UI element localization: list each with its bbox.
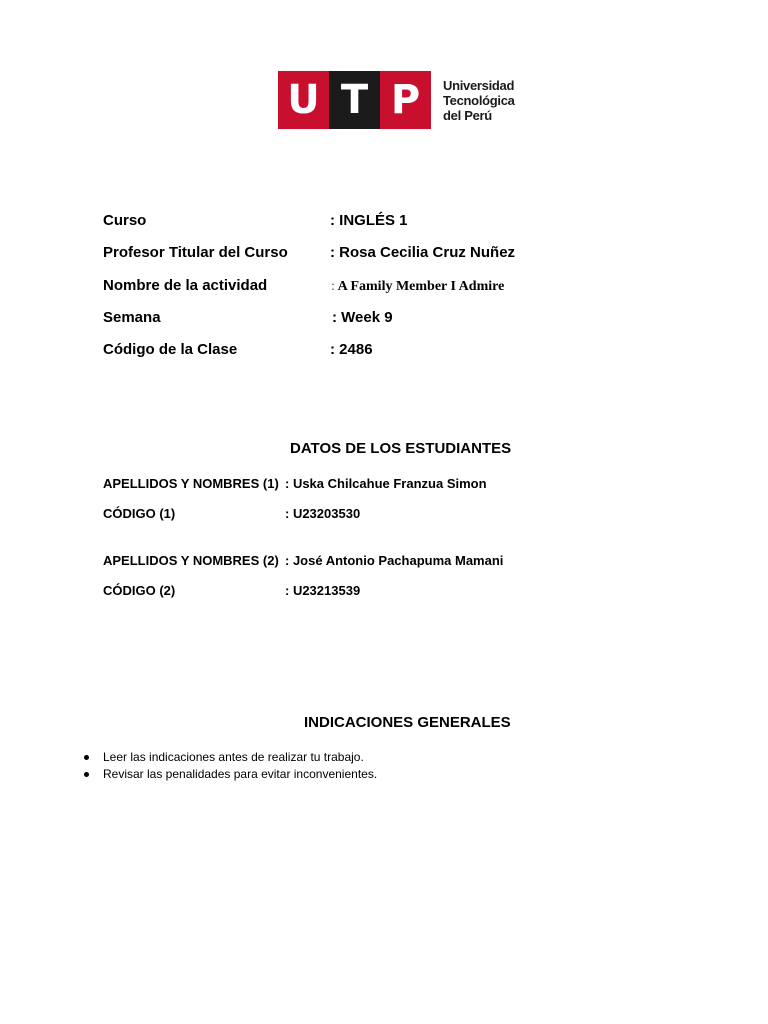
logo-letter-u: U xyxy=(278,71,329,129)
list-item-text: Leer las indicaciones antes de realizar tu trabajo. xyxy=(103,750,364,764)
activity-label: Nombre de la actividad xyxy=(103,277,268,294)
week-value: : Week 9 xyxy=(332,309,393,326)
class-code-label: Código de la Clase xyxy=(103,341,238,358)
student-1-code-value: : U23203530 xyxy=(285,506,361,521)
general-section-title: INDICACIONES GENERALES xyxy=(304,714,511,731)
professor-label: Profesor Titular del Curso xyxy=(103,244,288,261)
activity-value: A Family Member I Admire xyxy=(337,279,505,294)
utp-logo xyxy=(278,71,518,129)
list-item-text: Revisar las penalidades para evitar inconvenientes. xyxy=(103,767,378,781)
students-section-title: DATOS DE LOS ESTUDIANTES xyxy=(290,440,512,457)
course-label: Curso xyxy=(103,212,147,229)
student-2-name-value: : José Antonio Pachapuma Mamani xyxy=(285,553,504,568)
student-2-code-value: : U23213539 xyxy=(285,583,361,598)
logo-letter-t: T xyxy=(329,71,380,129)
logo-university-name xyxy=(443,71,515,129)
activity-colon: : xyxy=(331,279,335,294)
class-code-value: : 2486 xyxy=(330,341,373,358)
list-item xyxy=(84,749,377,766)
professor-value: : Rosa Cecilia Cruz Nuñez xyxy=(330,244,516,261)
student-1-code-label: CÓDIGO (1) xyxy=(103,506,176,521)
student-1-name-value: : Uska Chilcahue Franzua Simon xyxy=(285,476,487,491)
student-2-code-label: CÓDIGO (2) xyxy=(103,583,176,598)
logo-name-line-1: Universidad xyxy=(443,77,515,93)
bullet-icon xyxy=(84,772,89,777)
student-1-name-label: APELLIDOS Y NOMBRES (1) xyxy=(103,476,279,491)
logo-name-line-3: del Perú xyxy=(443,107,492,123)
bullet-icon xyxy=(84,755,89,760)
course-value: : INGLÉS 1 xyxy=(330,212,408,229)
week-label: Semana xyxy=(103,309,161,326)
activity-value-wrap xyxy=(331,279,504,295)
logo-name-line-2: Tecnológica xyxy=(443,92,515,108)
list-item xyxy=(84,766,377,783)
student-2-name-label: APELLIDOS Y NOMBRES (2) xyxy=(103,553,279,568)
logo-letter-p: P xyxy=(380,71,431,129)
general-indications-list xyxy=(84,749,377,783)
